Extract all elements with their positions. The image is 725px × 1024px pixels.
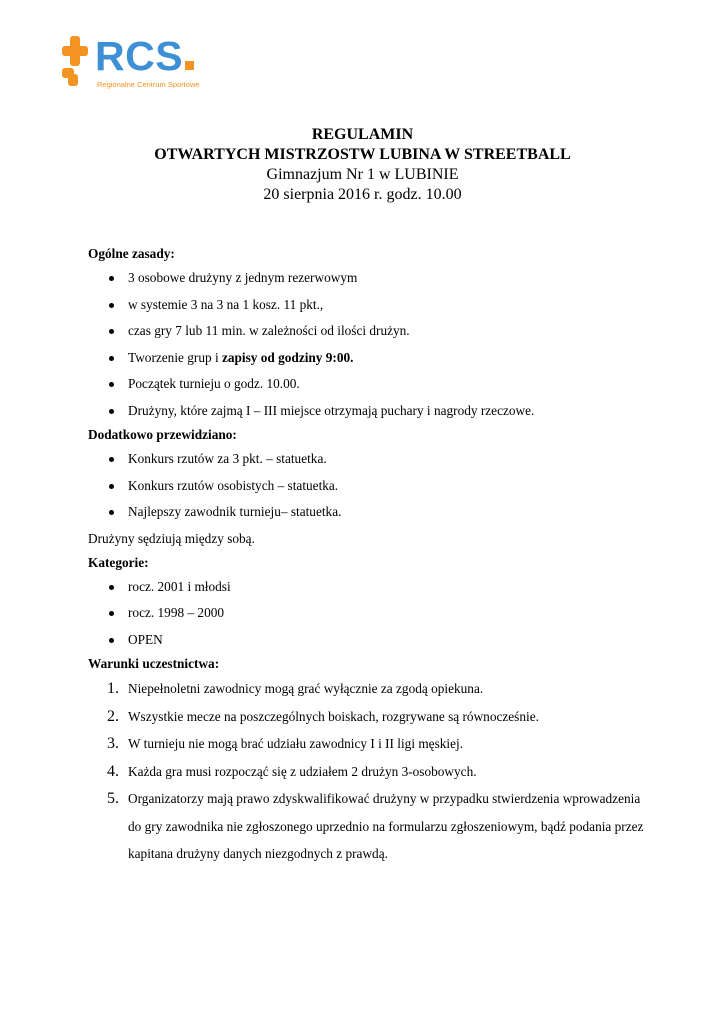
general-rules-list (88, 265, 648, 424)
logo-subtitle: Regionalne Centrum Sportowe (97, 80, 200, 89)
list-item: rocz. 1998 – 2000 (88, 600, 648, 627)
list-item: Początek turnieju o godz. 10.00. (88, 371, 648, 398)
rcs-logo (62, 34, 232, 96)
section-heading-categories: Kategorie: (88, 554, 149, 570)
rcs-logo-mark-icon (62, 36, 94, 86)
section-heading-general: Ogólne zasady: (88, 246, 175, 261)
list-item (88, 703, 648, 731)
list-item: w systemie 3 na 3 na 1 kosz. 11 pkt., (88, 292, 648, 319)
list-item: 3 osobowe drużyny z jednym rezerwowym (88, 265, 648, 292)
item-text: Każda gra musi rozpocząć się z udziałem 2 drużyn 3-osobowych. (128, 763, 477, 779)
item-number: 3. (107, 735, 119, 752)
list-item: czas gry 7 lub 11 min. w zależności od ilości drużyn. (88, 318, 648, 345)
conditions-list (88, 675, 648, 868)
item-number: 1. (107, 680, 119, 697)
title-line-3: Gimnazjum Nr 1 w LUBINIE (266, 166, 459, 183)
item-number: 4. (107, 762, 119, 780)
item-number: 2. (107, 707, 119, 725)
item-text: Organizatorzy mają prawo zdyskwalifikować drużyny w przypadku stwierdzenia wprowadzenia do gry zawodnika nie zgłoszonego uprzednio na formularzu zgłoszeniowym, bądź podania przez kapitana drużyny danych niezgodnych z prawdą. (128, 791, 644, 861)
list-item: Konkurs rzutów za 3 pkt. – statuetka. (88, 446, 648, 473)
referee-note: Drużyny sędziują między sobą. (88, 530, 255, 546)
registration-text: Tworzenie grup i (128, 349, 222, 365)
list-item (88, 730, 648, 758)
section-heading-additional: Dodatkowo przewidziano: (88, 427, 237, 442)
registration-time: zapisy od godziny 9:00. (221, 349, 354, 365)
list-item: OPEN (88, 627, 648, 654)
item-text: Wszystkie mecze na poszczególnych boiskach, rozgrywane są równocześnie. (128, 708, 539, 724)
document-title (0, 125, 725, 205)
item-text: W turnieju nie mogą brać udziału zawodnicy I i II ligi męskiej. (128, 736, 464, 751)
list-item: Najlepszy zawodnik turnieju– statuetka. (88, 499, 648, 526)
list-item (88, 758, 648, 786)
additional-list (88, 446, 648, 526)
title-line-4: 20 sierpnia 2016 r. godz. 10.00 (263, 186, 462, 203)
title-line-2: OTWARTYCH MISTRZOSTW LUBINA W STREETBALL (154, 146, 571, 163)
list-item (88, 785, 648, 868)
logo-wordmark: RCS (95, 32, 194, 80)
title-line-1: REGULAMIN (311, 126, 414, 143)
list-item: Drużyny, które zajmą I – III miejsce otrzymają puchary i nagrody rzeczowe. (88, 398, 648, 425)
logo-dot (185, 61, 194, 70)
section-heading-conditions: Warunki uczestnictwa: (88, 656, 220, 671)
item-number: 5. (107, 790, 119, 807)
categories-list (88, 574, 648, 654)
list-item: rocz. 2001 i młodsi (88, 574, 648, 601)
item-text: Niepełnoletni zawodnicy mogą grać wyłącznie za zgodą opiekuna. (128, 681, 484, 696)
document-body (88, 243, 648, 868)
list-item: Konkurs rzutów osobistych – statuetka. (88, 473, 648, 500)
list-item (88, 345, 648, 372)
list-item (88, 675, 648, 703)
